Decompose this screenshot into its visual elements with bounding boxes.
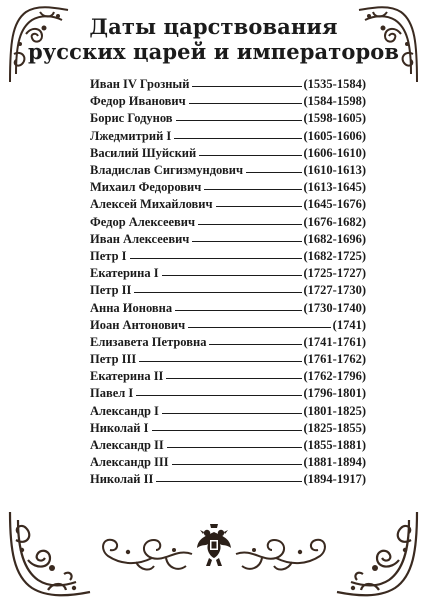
corner-ornament-bottom-left	[4, 510, 94, 600]
leader-line	[204, 189, 301, 190]
reign-dates: (1855-1881)	[303, 438, 366, 453]
ruler-name: Александр I	[90, 403, 159, 418]
leader-line	[199, 155, 301, 156]
reign-dates: (1682-1696)	[303, 231, 366, 246]
leader-line	[136, 395, 301, 396]
list-item	[90, 231, 366, 248]
reign-dates: (1894-1917)	[303, 472, 366, 487]
reign-dates: (1535-1584)	[303, 77, 366, 92]
leader-line	[162, 275, 302, 276]
reign-dates: (1825-1855)	[303, 420, 366, 435]
ruler-name: Петр I	[90, 248, 127, 263]
list-item	[90, 248, 366, 265]
list-item	[90, 385, 366, 402]
list-item	[90, 179, 366, 196]
leader-line	[216, 206, 302, 207]
title-line-1: Даты царствования	[89, 14, 338, 39]
leader-line	[152, 430, 302, 431]
rulers-list	[90, 76, 366, 489]
ruler-name: Алексей Михайлович	[90, 197, 213, 212]
ruler-name: Николай II	[90, 472, 154, 487]
reign-dates: (1606-1610)	[303, 145, 366, 160]
ruler-name: Федор Иванович	[90, 94, 186, 109]
leader-line	[192, 241, 301, 242]
reign-dates: (1645-1676)	[303, 197, 366, 212]
ruler-name: Иоан Антонович	[90, 317, 186, 332]
ruler-name: Александр II	[90, 438, 164, 453]
leader-line	[172, 464, 302, 465]
list-item	[90, 334, 366, 351]
list-item	[90, 214, 366, 231]
leader-line	[134, 292, 301, 293]
reign-dates: (1610-1613)	[303, 163, 366, 178]
reign-dates: (1682-1725)	[303, 248, 366, 263]
ruler-name: Александр III	[90, 455, 169, 470]
reign-dates: (1881-1894)	[303, 455, 366, 470]
list-item	[90, 145, 366, 162]
leader-line	[175, 310, 301, 311]
ruler-name: Василий Шуйский	[90, 145, 197, 160]
ruler-name: Владислав Сигизмундович	[90, 163, 243, 178]
ruler-name: Михаил Федорович	[90, 180, 202, 195]
list-item	[90, 403, 366, 420]
leader-line	[188, 327, 331, 328]
list-item	[90, 299, 366, 316]
reign-dates: (1801-1825)	[303, 403, 366, 418]
page-title	[0, 14, 427, 64]
leader-line	[192, 86, 301, 87]
corner-ornament-bottom-right	[333, 510, 423, 600]
reign-dates: (1725-1727)	[303, 266, 366, 281]
leader-line	[189, 103, 302, 104]
ruler-name: Екатерина I	[90, 266, 159, 281]
list-item	[90, 282, 366, 299]
reign-dates: (1598-1605)	[303, 111, 366, 126]
bottom-scroll-ornament-right	[234, 528, 332, 582]
leader-line	[162, 413, 302, 414]
ruler-name: Елизавета Петровна	[90, 334, 207, 349]
reign-dates: (1796-1801)	[303, 386, 366, 401]
list-item	[90, 110, 366, 127]
list-item	[90, 265, 366, 282]
ruler-name: Николай I	[90, 420, 149, 435]
list-item	[90, 420, 366, 437]
leader-line	[130, 258, 302, 259]
ruler-name: Федор Алексеевич	[90, 214, 196, 229]
list-item	[90, 76, 366, 93]
leader-line	[174, 138, 301, 139]
reign-dates: (1741)	[332, 317, 366, 332]
reign-dates: (1741-1761)	[303, 334, 366, 349]
list-item	[90, 317, 366, 334]
leader-line	[166, 378, 301, 379]
ruler-name: Лжедмитрий I	[90, 128, 172, 143]
leader-line	[156, 481, 301, 482]
leader-line	[139, 361, 301, 362]
list-item	[90, 128, 366, 145]
ruler-name: Екатерина II	[90, 369, 164, 384]
title-line-2: русских царей и императоров	[27, 39, 400, 64]
list-item	[90, 196, 366, 213]
reign-dates: (1761-1762)	[303, 352, 366, 367]
ruler-name: Анна Ионовна	[90, 300, 173, 315]
ruler-name: Петр III	[90, 352, 137, 367]
reign-dates: (1605-1606)	[303, 128, 366, 143]
list-item	[90, 454, 366, 471]
ruler-name: Павел I	[90, 386, 134, 401]
list-item	[90, 471, 366, 488]
leader-line	[198, 224, 301, 225]
leader-line	[246, 172, 302, 173]
list-item	[90, 437, 366, 454]
bottom-scroll-ornament-left	[96, 528, 194, 582]
reign-dates: (1676-1682)	[303, 214, 366, 229]
leader-line	[176, 120, 302, 121]
reign-dates: (1730-1740)	[303, 300, 366, 315]
double-headed-eagle-emblem	[196, 522, 232, 568]
list-item	[90, 162, 366, 179]
ruler-name: Петр II	[90, 283, 132, 298]
ruler-name: Иван IV Грозный	[90, 77, 190, 92]
reign-dates: (1613-1645)	[303, 180, 366, 195]
leader-line	[167, 447, 302, 448]
ruler-name: Борис Годунов	[90, 111, 173, 126]
reign-dates: (1584-1598)	[303, 94, 366, 109]
list-item	[90, 351, 366, 368]
list-item	[90, 368, 366, 385]
ruler-name: Иван Алексеевич	[90, 231, 190, 246]
reign-dates: (1727-1730)	[303, 283, 366, 298]
list-item	[90, 93, 366, 110]
leader-line	[209, 344, 301, 345]
reign-dates: (1762-1796)	[303, 369, 366, 384]
